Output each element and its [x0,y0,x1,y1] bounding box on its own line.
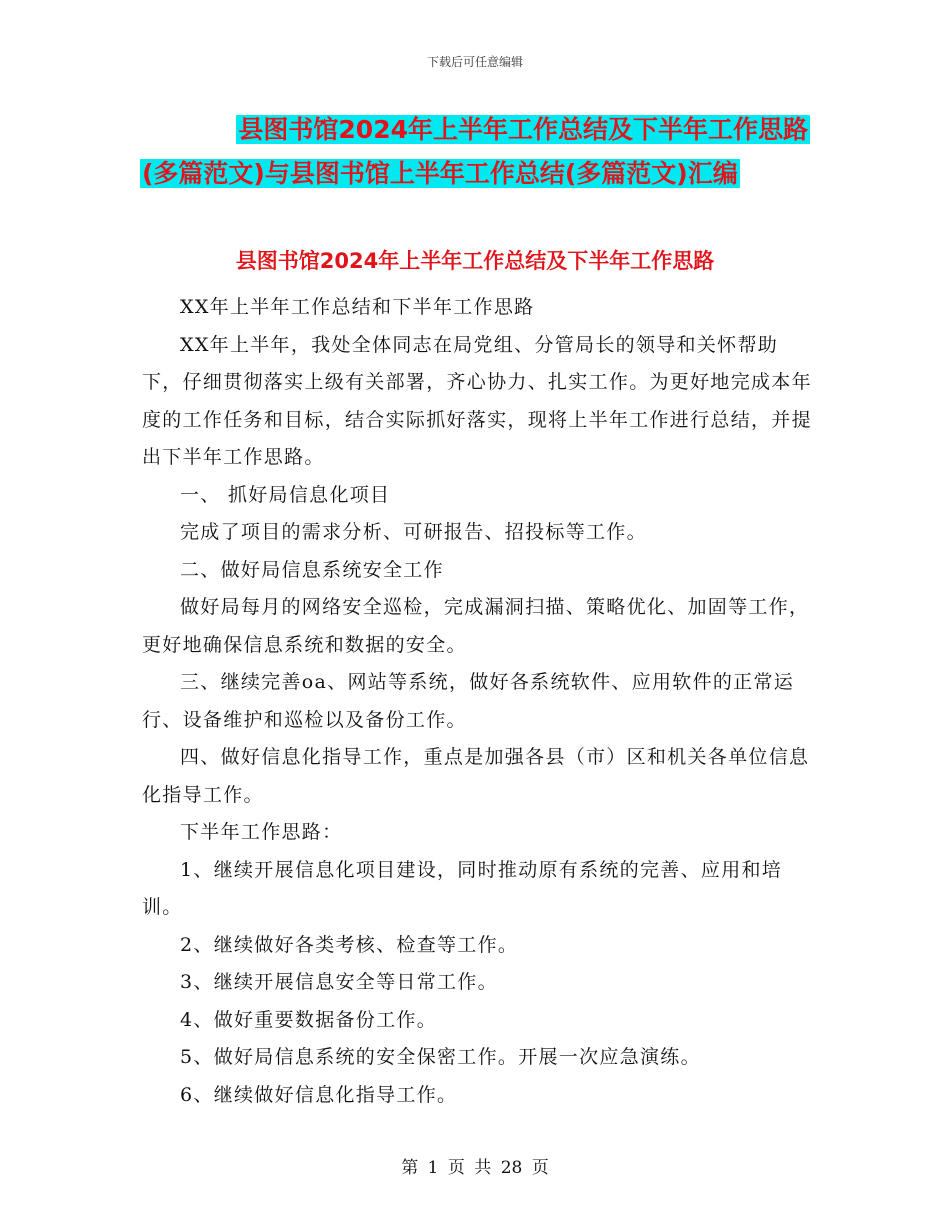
document-body [142,289,812,1114]
title-highlight-2: (多篇范文)与县图书馆上半年工作总结(多篇范文)汇编 [142,159,738,188]
document-title [140,108,810,196]
paragraph: 三、继续完善oa、网站等系统，做好各系统软件、应用软件的正常运行、设备维护和巡检以及备份工作。 [142,671,795,731]
paragraph: 1、继续开展信息化项目建设，同时推动原有系统的完善、应用和培训。 [142,858,783,918]
paragraph: XX年上半年，我处全体同志在局党组、分管局长的领导和关怀帮助下，仔细贯彻落实上级有关部署，齐心协力、扎实工作。为更好地完成本年度的工作任务和目标，结合实际抓好落实，现将上半年工作进行总结，并提出下半年工作思路。 [142,333,812,468]
paragraph: 5、做好局信息系统的安全保密工作。开展一次应急演练。 [180,1046,701,1068]
document-title-line-2 [140,152,810,196]
paragraph: 6、继续做好信息化指导工作。 [180,1083,458,1106]
section-title: 县图书馆2024年上半年工作总结及下半年工作思路 [235,249,715,273]
paragraph: 四、做好信息化指导工作，重点是加强各县（市）区和机关各单位信息化指导工作。 [142,746,810,806]
document-title-line-1 [140,108,810,152]
paragraph: 2、继续做好各类考核、检查等工作。 [180,933,519,956]
paragraph: 二、做好局信息系统安全工作 [180,558,444,581]
paragraph: 3、继续开展信息安全等日常工作。 [180,971,498,993]
paragraph: 完成了项目的需求分析、可研报告、招投标等工作。 [180,521,647,543]
header-note: 下载后可任意编辑 [426,55,523,69]
paragraph: 下半年工作思路： [180,821,343,843]
page-footer: 第 1 页 共 28 页 [401,1158,549,1178]
title-highlight-1: 县图书馆2024年上半年工作总结及下半年工作思路 [238,115,808,144]
paragraph: 4、做好重要数据备份工作。 [180,1008,437,1031]
paragraph: XX年上半年工作总结和下半年工作思路 [180,296,535,318]
paragraph: 一、 抓好局信息化项目 [180,483,391,506]
paragraph: 做好局每月的网络安全巡检，完成漏洞扫描、策略优化、加固等工作，更好地确保信息系统和数据的安全。 [142,596,810,656]
